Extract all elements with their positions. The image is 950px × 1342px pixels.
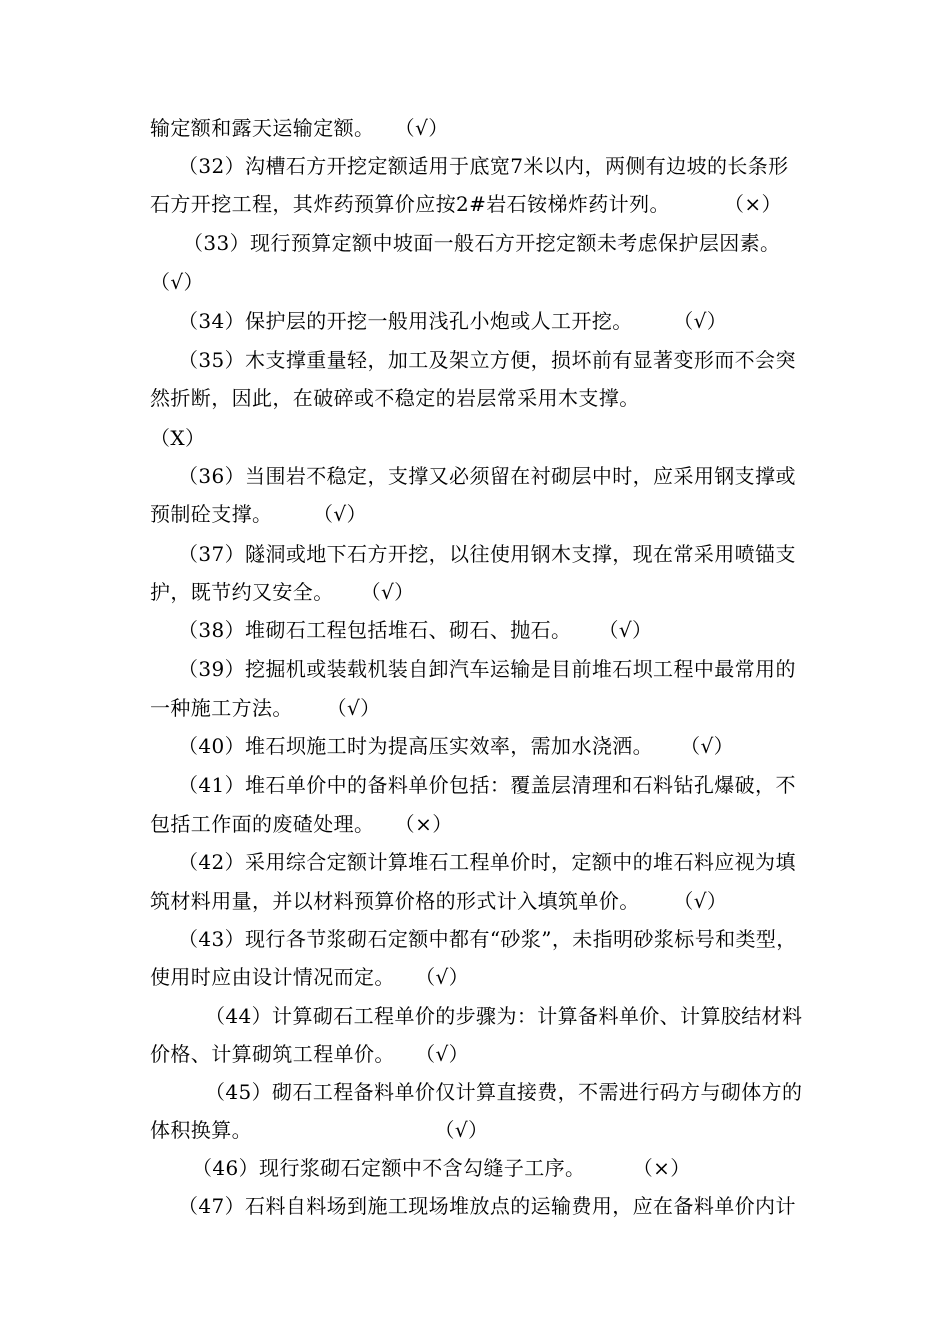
text-line: （38）堆砌石工程包括堆石、砌石、抛石。 （√） — [178, 618, 653, 642]
text-line: 一种施工方法。 （√） — [150, 696, 381, 720]
text-line: （40）堆石坝施工时为提高压实效率，需加水浇洒。 （√） — [178, 734, 735, 758]
text-line: 体积换算。 （√） — [150, 1118, 489, 1142]
text-line: （44）计算砌石工程单价的步骤为：计算备料单价、计算胶结材料 — [205, 1004, 803, 1028]
text-line: （37）隧洞或地下石方开挖，以往使用钢木支撑，现在常采用喷锚支 — [178, 542, 796, 566]
text-line: 石方开挖工程，其炸药预算价应按2#岩石铵梯炸药计列。 （×） — [150, 192, 782, 216]
text-line: （46）现行浆砌石定额中不含勾缝子工序。 （×） — [192, 1156, 691, 1180]
text-line: （45）砌石工程备料单价仅计算直接费，不需进行码方与砌体方的 — [205, 1080, 803, 1104]
text-line: 包括工作面的废碴处理。 （×） — [150, 812, 453, 836]
text-line: （36）当围岩不稳定，支撑又必须留在衬砌层中时，应采用钢支撑或 — [178, 464, 796, 488]
text-line: （47）石料自料场到施工现场堆放点的运输费用，应在备料单价内计 — [178, 1194, 796, 1218]
text-line: （41）堆石单价中的备料单价包括：覆盖层清理和石料钻孔爆破，不 — [178, 773, 796, 797]
text-line: （43）现行各节浆砌石定额中都有“砂浆”，未指明砂浆标号和类型， — [178, 927, 797, 951]
text-line: 然折断，因此，在破碎或不稳定的岩层常采用木支撑。 — [150, 386, 640, 410]
text-line: 价格、计算砌筑工程单价。 （√） — [150, 1042, 470, 1066]
text-line: 使用时应由设计情况而定。 （√） — [150, 965, 470, 989]
text-line: （39）挖掘机或装载机装自卸汽车运输是目前堆石坝工程中最常用的 — [178, 657, 796, 681]
text-line: 护，既节约又安全。 （√） — [150, 580, 415, 604]
text-line: 输定额和露天运输定额。 （√） — [150, 116, 449, 140]
text-line: （33）现行预算定额中坡面一般石方开挖定额未考虑保护层因素。 — [183, 231, 781, 255]
text-line: 预制砼支撑。 （√） — [150, 502, 367, 526]
text-line: （X） — [150, 426, 206, 450]
text-line: （42）采用综合定额计算堆石工程单价时，定额中的堆石料应视为填 — [178, 850, 796, 874]
text-line: （32）沟槽石方开挖定额适用于底宽7米以内，两侧有边坡的长条形 — [178, 154, 789, 178]
text-line: （34）保护层的开挖一般用浅孔小炮或人工开挖。 （√） — [178, 309, 728, 333]
text-line: （√） — [150, 270, 204, 294]
text-line: （35）木支撑重量轻，加工及架立方便，损坏前有显著变形而不会突 — [178, 348, 796, 372]
text-line: 筑材料用量，并以材料预算价格的形式计入填筑单价。 （√） — [150, 889, 728, 913]
